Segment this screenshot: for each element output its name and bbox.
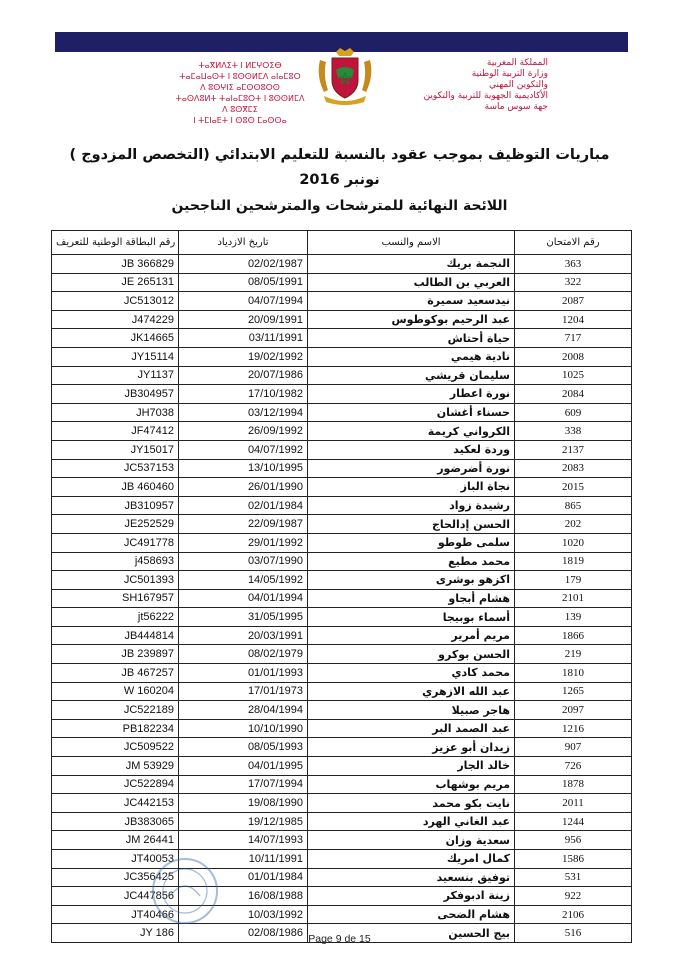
name-cell: الحسن بوكرو xyxy=(308,645,515,664)
exam-number-cell: 531 xyxy=(515,868,632,887)
table-row xyxy=(52,850,632,869)
birth-date-cell: 08/05/1991 xyxy=(179,273,308,292)
id-card-cell: JY15017 xyxy=(52,440,179,459)
name-cell: محمد كادي xyxy=(308,664,515,683)
name-cell: أسماء بوبيجا xyxy=(308,608,515,627)
table-row xyxy=(52,496,632,515)
exam-number-cell: 2083 xyxy=(515,459,632,478)
table-row xyxy=(52,626,632,645)
exam-number-cell: 922 xyxy=(515,887,632,906)
birth-date-cell: 16/08/1988 xyxy=(179,887,308,906)
exam-number-cell: 907 xyxy=(515,738,632,757)
name-cell: هشام أبجاو xyxy=(308,589,515,608)
document-date: نونبر 2016 xyxy=(299,172,380,188)
birth-date-cell: 17/07/1994 xyxy=(179,775,308,794)
table-row xyxy=(52,440,632,459)
exam-number-cell: 1204 xyxy=(515,310,632,329)
document-subtitle: اللائحة النهائية للمترشحات والمترشحين الناجحين xyxy=(171,198,508,214)
results-table xyxy=(51,230,632,943)
name-cell: نورة اعطار xyxy=(308,385,515,404)
document-title: مباريات التوظيف بموجب عقود بالنسبة للتعليم الابتدائي (التخصص المزدوج ) xyxy=(69,147,610,163)
name-cell: كمال امريك xyxy=(308,850,515,869)
name-cell: عبد الغاني الهرد xyxy=(308,812,515,831)
table-row xyxy=(52,682,632,701)
birth-date-cell: 29/01/1992 xyxy=(179,533,308,552)
table-row xyxy=(52,310,632,329)
table-row xyxy=(52,831,632,850)
birth-date-cell: 19/08/1990 xyxy=(179,794,308,813)
header-arabic-line: الأكاديمية الجهوية للتربية والتكوين xyxy=(423,91,548,101)
name-cell: عبد الرحيم بوكوطوس xyxy=(308,310,515,329)
birth-date-cell: 19/02/1992 xyxy=(179,347,308,366)
exam-number-cell: 179 xyxy=(515,571,632,590)
table-row xyxy=(52,589,632,608)
table-row xyxy=(52,887,632,906)
name-cell: زيدان أبو عزيز xyxy=(308,738,515,757)
id-card-cell: JB310957 xyxy=(52,496,179,515)
table-row xyxy=(52,422,632,441)
name-cell: زينة ادبوفكر xyxy=(308,887,515,906)
exam-number-cell: 1025 xyxy=(515,366,632,385)
exam-number-cell: 1244 xyxy=(515,812,632,831)
exam-number-cell: 2015 xyxy=(515,478,632,497)
header-arabic-line: وزارة التربية الوطنية xyxy=(471,69,548,79)
id-card-cell: JM 53929 xyxy=(52,757,179,776)
birth-date-cell: 04/01/1995 xyxy=(179,757,308,776)
name-cell: العربي بن الطالب xyxy=(308,273,515,292)
birth-date-cell: 04/07/1992 xyxy=(179,440,308,459)
name-cell: حسناء أغشان xyxy=(308,403,515,422)
name-cell: عبد الصمد البر xyxy=(308,719,515,738)
exam-number-cell: 202 xyxy=(515,515,632,534)
exam-number-cell: 1265 xyxy=(515,682,632,701)
id-card-cell: JF47412 xyxy=(52,422,179,441)
id-card-cell: JT40466 xyxy=(52,905,179,924)
birth-date-cell: 20/07/1986 xyxy=(179,366,308,385)
id-card-cell: JB 467257 xyxy=(52,664,179,683)
birth-date-cell: 31/05/1995 xyxy=(179,608,308,627)
exam-number-cell: 956 xyxy=(515,831,632,850)
exam-number-cell: 338 xyxy=(515,422,632,441)
header-exam-number: رقم الامتحان xyxy=(515,231,632,255)
official-stamp-icon xyxy=(150,856,220,926)
exam-number-cell: 1020 xyxy=(515,533,632,552)
birth-date-cell: 04/07/1994 xyxy=(179,292,308,311)
name-cell: نيدسعيد سميرة xyxy=(308,292,515,311)
table-row xyxy=(52,868,632,887)
name-cell: خالد الجار xyxy=(308,757,515,776)
id-card-cell: JC513012 xyxy=(52,292,179,311)
exam-number-cell: 1819 xyxy=(515,552,632,571)
id-card-cell: JC442153 xyxy=(52,794,179,813)
table-row xyxy=(52,329,632,348)
table-row xyxy=(52,385,632,404)
table-row xyxy=(52,292,632,311)
birth-date-cell: 26/01/1990 xyxy=(179,478,308,497)
birth-date-cell: 10/10/1990 xyxy=(179,719,308,738)
name-cell: الحسن إدالحاج xyxy=(308,515,515,534)
exam-number-cell: 2137 xyxy=(515,440,632,459)
table-row xyxy=(52,812,632,831)
exam-number-cell: 1878 xyxy=(515,775,632,794)
name-cell: اكزهو بوشرى xyxy=(308,571,515,590)
name-cell: وردة لعكيد xyxy=(308,440,515,459)
table-row xyxy=(52,775,632,794)
tifinagh-line: ⵜⴰⴳⵍⴷⵉⵜ ⵏ ⵍⵎⵖⵔⵉⴱ xyxy=(198,61,282,70)
exam-number-cell: 717 xyxy=(515,329,632,348)
id-card-cell: JY15114 xyxy=(52,347,179,366)
table-row xyxy=(52,664,632,683)
birth-date-cell: 02/08/1986 xyxy=(179,924,308,943)
id-card-cell: JH7038 xyxy=(52,403,179,422)
id-card-cell: SH167957 xyxy=(52,589,179,608)
birth-date-cell: 20/03/1991 xyxy=(179,626,308,645)
birth-date-cell: 14/07/1993 xyxy=(179,831,308,850)
header-full-name: الاسم والنسب xyxy=(308,231,515,255)
exam-number-cell: 1866 xyxy=(515,626,632,645)
table-row xyxy=(52,366,632,385)
id-card-cell: JC447856 xyxy=(52,887,179,906)
id-card-cell: JE252529 xyxy=(52,515,179,534)
name-cell: سلمى طوطو xyxy=(308,533,515,552)
table-header-row xyxy=(52,231,632,255)
name-cell: توفيق بنسعيد xyxy=(308,868,515,887)
id-card-cell: JB 366829 xyxy=(52,255,179,274)
birth-date-cell: 08/02/1979 xyxy=(179,645,308,664)
exam-number-cell: 2084 xyxy=(515,385,632,404)
name-cell: رشيدة زواد xyxy=(308,496,515,515)
table-row xyxy=(52,701,632,720)
name-cell: بيج الحسين xyxy=(308,924,515,943)
coat-of-arms-icon xyxy=(314,46,376,108)
id-card-cell: PB182234 xyxy=(52,719,179,738)
id-card-cell: JB444814 xyxy=(52,626,179,645)
birth-date-cell: 28/04/1994 xyxy=(179,701,308,720)
exam-number-cell: 2087 xyxy=(515,292,632,311)
id-card-cell: JC491778 xyxy=(52,533,179,552)
id-card-cell: JC356425 xyxy=(52,868,179,887)
birth-date-cell: 17/10/1982 xyxy=(179,385,308,404)
header-arabic xyxy=(398,58,548,113)
birth-date-cell: 10/03/1992 xyxy=(179,905,308,924)
exam-number-cell: 2008 xyxy=(515,347,632,366)
table-row xyxy=(52,608,632,627)
id-card-cell: JB304957 xyxy=(52,385,179,404)
birth-date-cell: 03/12/1994 xyxy=(179,403,308,422)
exam-number-cell: 726 xyxy=(515,757,632,776)
exam-number-cell: 609 xyxy=(515,403,632,422)
exam-number-cell: 1586 xyxy=(515,850,632,869)
birth-date-cell: 02/01/1984 xyxy=(179,496,308,515)
name-cell: محمد مطيع xyxy=(308,552,515,571)
name-cell: نجاة الباز xyxy=(308,478,515,497)
name-cell: عبد الله الازهري xyxy=(308,682,515,701)
table-row xyxy=(52,905,632,924)
header-id-card: رقم البطاقة الوطنية للتعريف xyxy=(52,231,179,255)
exam-number-cell: 2101 xyxy=(515,589,632,608)
name-cell: هاجر صبيلا xyxy=(308,701,515,720)
name-cell: حياة أحتاش xyxy=(308,329,515,348)
id-card-cell: JC501393 xyxy=(52,571,179,590)
header-arabic-line: جهة سوس ماسة xyxy=(484,102,548,112)
table-row xyxy=(52,459,632,478)
table-row xyxy=(52,552,632,571)
id-card-cell: JM 26441 xyxy=(52,831,179,850)
name-cell: نايت بكو محمد xyxy=(308,794,515,813)
id-card-cell: JK14665 xyxy=(52,329,179,348)
name-cell: الكرواني كريمة xyxy=(308,422,515,441)
birth-date-cell: 26/09/1992 xyxy=(179,422,308,441)
birth-date-cell: 02/02/1987 xyxy=(179,255,308,274)
name-cell: مريم أمرير xyxy=(308,626,515,645)
table-row xyxy=(52,571,632,590)
table-row xyxy=(52,719,632,738)
table-row xyxy=(52,273,632,292)
tifinagh-line: ⴷ ⵓⵙⴳⵎⵉ xyxy=(222,105,258,114)
id-card-cell: JB383065 xyxy=(52,812,179,831)
id-card-cell: jt56222 xyxy=(52,608,179,627)
exam-number-cell: 1810 xyxy=(515,664,632,683)
header-tifinagh xyxy=(160,60,320,126)
table-row xyxy=(52,533,632,552)
id-card-cell: JT40053 xyxy=(52,850,179,869)
header-arabic-line: المملكة المغربية xyxy=(486,58,548,68)
exam-number-cell: 2097 xyxy=(515,701,632,720)
id-card-cell: JC537153 xyxy=(52,459,179,478)
table-row xyxy=(52,645,632,664)
id-card-cell: JE 265131 xyxy=(52,273,179,292)
exam-number-cell: 2106 xyxy=(515,905,632,924)
table-row xyxy=(52,347,632,366)
birth-date-cell: 10/11/1991 xyxy=(179,850,308,869)
birth-date-cell: 04/01/1994 xyxy=(179,589,308,608)
id-card-cell: JY 186 xyxy=(52,924,179,943)
birth-date-cell: 03/11/1991 xyxy=(179,329,308,348)
header-arabic-line: والتكوين المهني xyxy=(489,80,548,90)
id-card-cell: JC509522 xyxy=(52,738,179,757)
table-row xyxy=(52,478,632,497)
name-cell: سليمان قريشي xyxy=(308,366,515,385)
id-card-cell: j458693 xyxy=(52,552,179,571)
name-cell: نادية هيمي xyxy=(308,347,515,366)
birth-date-cell: 13/10/1995 xyxy=(179,459,308,478)
id-card-cell: JC522189 xyxy=(52,701,179,720)
page-number: Page 9 de 15 xyxy=(308,933,371,945)
birth-date-cell: 08/05/1993 xyxy=(179,738,308,757)
name-cell: نورة أضرضور xyxy=(308,459,515,478)
birth-date-cell: 01/01/1984 xyxy=(179,868,308,887)
birth-date-cell: 22/09/1987 xyxy=(179,515,308,534)
exam-number-cell: 219 xyxy=(515,645,632,664)
tifinagh-line: ⴷ ⵓⵙⵖⵏⵉ ⴰⵎⵙⵙⵓⵔⵙ xyxy=(200,83,280,92)
name-cell: مريم بوشهاب xyxy=(308,775,515,794)
birth-date-cell: 19/12/1985 xyxy=(179,812,308,831)
id-card-cell: JB 460460 xyxy=(52,478,179,497)
id-card-cell: JY1137 xyxy=(52,366,179,385)
birth-date-cell: 01/01/1993 xyxy=(179,664,308,683)
id-card-cell: J474229 xyxy=(52,310,179,329)
name-cell: سعدية وزان xyxy=(308,831,515,850)
id-card-cell: JB 239897 xyxy=(52,645,179,664)
exam-number-cell: 1216 xyxy=(515,719,632,738)
birth-date-cell: 14/05/1992 xyxy=(179,571,308,590)
table-row xyxy=(52,255,632,274)
exam-number-cell: 2011 xyxy=(515,794,632,813)
tifinagh-line: ⵜⴰⵙⴷⵓⵍⵜ ⵜⴰⵏⴰⵎⵓⵔⵜ ⵏ ⵓⵙⵙⵍⵎⴷ xyxy=(175,94,305,103)
table-row xyxy=(52,738,632,757)
name-cell: النجمة بريك xyxy=(308,255,515,274)
exam-number-cell: 363 xyxy=(515,255,632,274)
id-card-cell: W 160204 xyxy=(52,682,179,701)
table-row xyxy=(52,403,632,422)
exam-number-cell: 322 xyxy=(515,273,632,292)
birth-date-cell: 20/09/1991 xyxy=(179,310,308,329)
name-cell: هشام الضحى xyxy=(308,905,515,924)
table-row xyxy=(52,757,632,776)
tifinagh-line: ⵏ ⵜⵎⵏⴰⴹⵜ ⵏ ⵙⵓⵙ ⵎⴰⵙⵙⴰ xyxy=(193,116,287,125)
birth-date-cell: 03/07/1990 xyxy=(179,552,308,571)
exam-number-cell: 865 xyxy=(515,496,632,515)
birth-date-cell: 17/01/1973 xyxy=(179,682,308,701)
id-card-cell: JC522894 xyxy=(52,775,179,794)
exam-number-cell: 516 xyxy=(515,924,632,943)
table-row xyxy=(52,515,632,534)
exam-number-cell: 139 xyxy=(515,608,632,627)
tifinagh-line: ⵜⴰⵎⴰⵡⴰⵙⵜ ⵏ ⵓⵙⵙⵍⵎⴷ ⴰⵏⴰⵎⵓⵔ xyxy=(179,72,301,81)
table-row xyxy=(52,794,632,813)
header-birth-date: تاريخ الازدياد xyxy=(179,231,308,255)
